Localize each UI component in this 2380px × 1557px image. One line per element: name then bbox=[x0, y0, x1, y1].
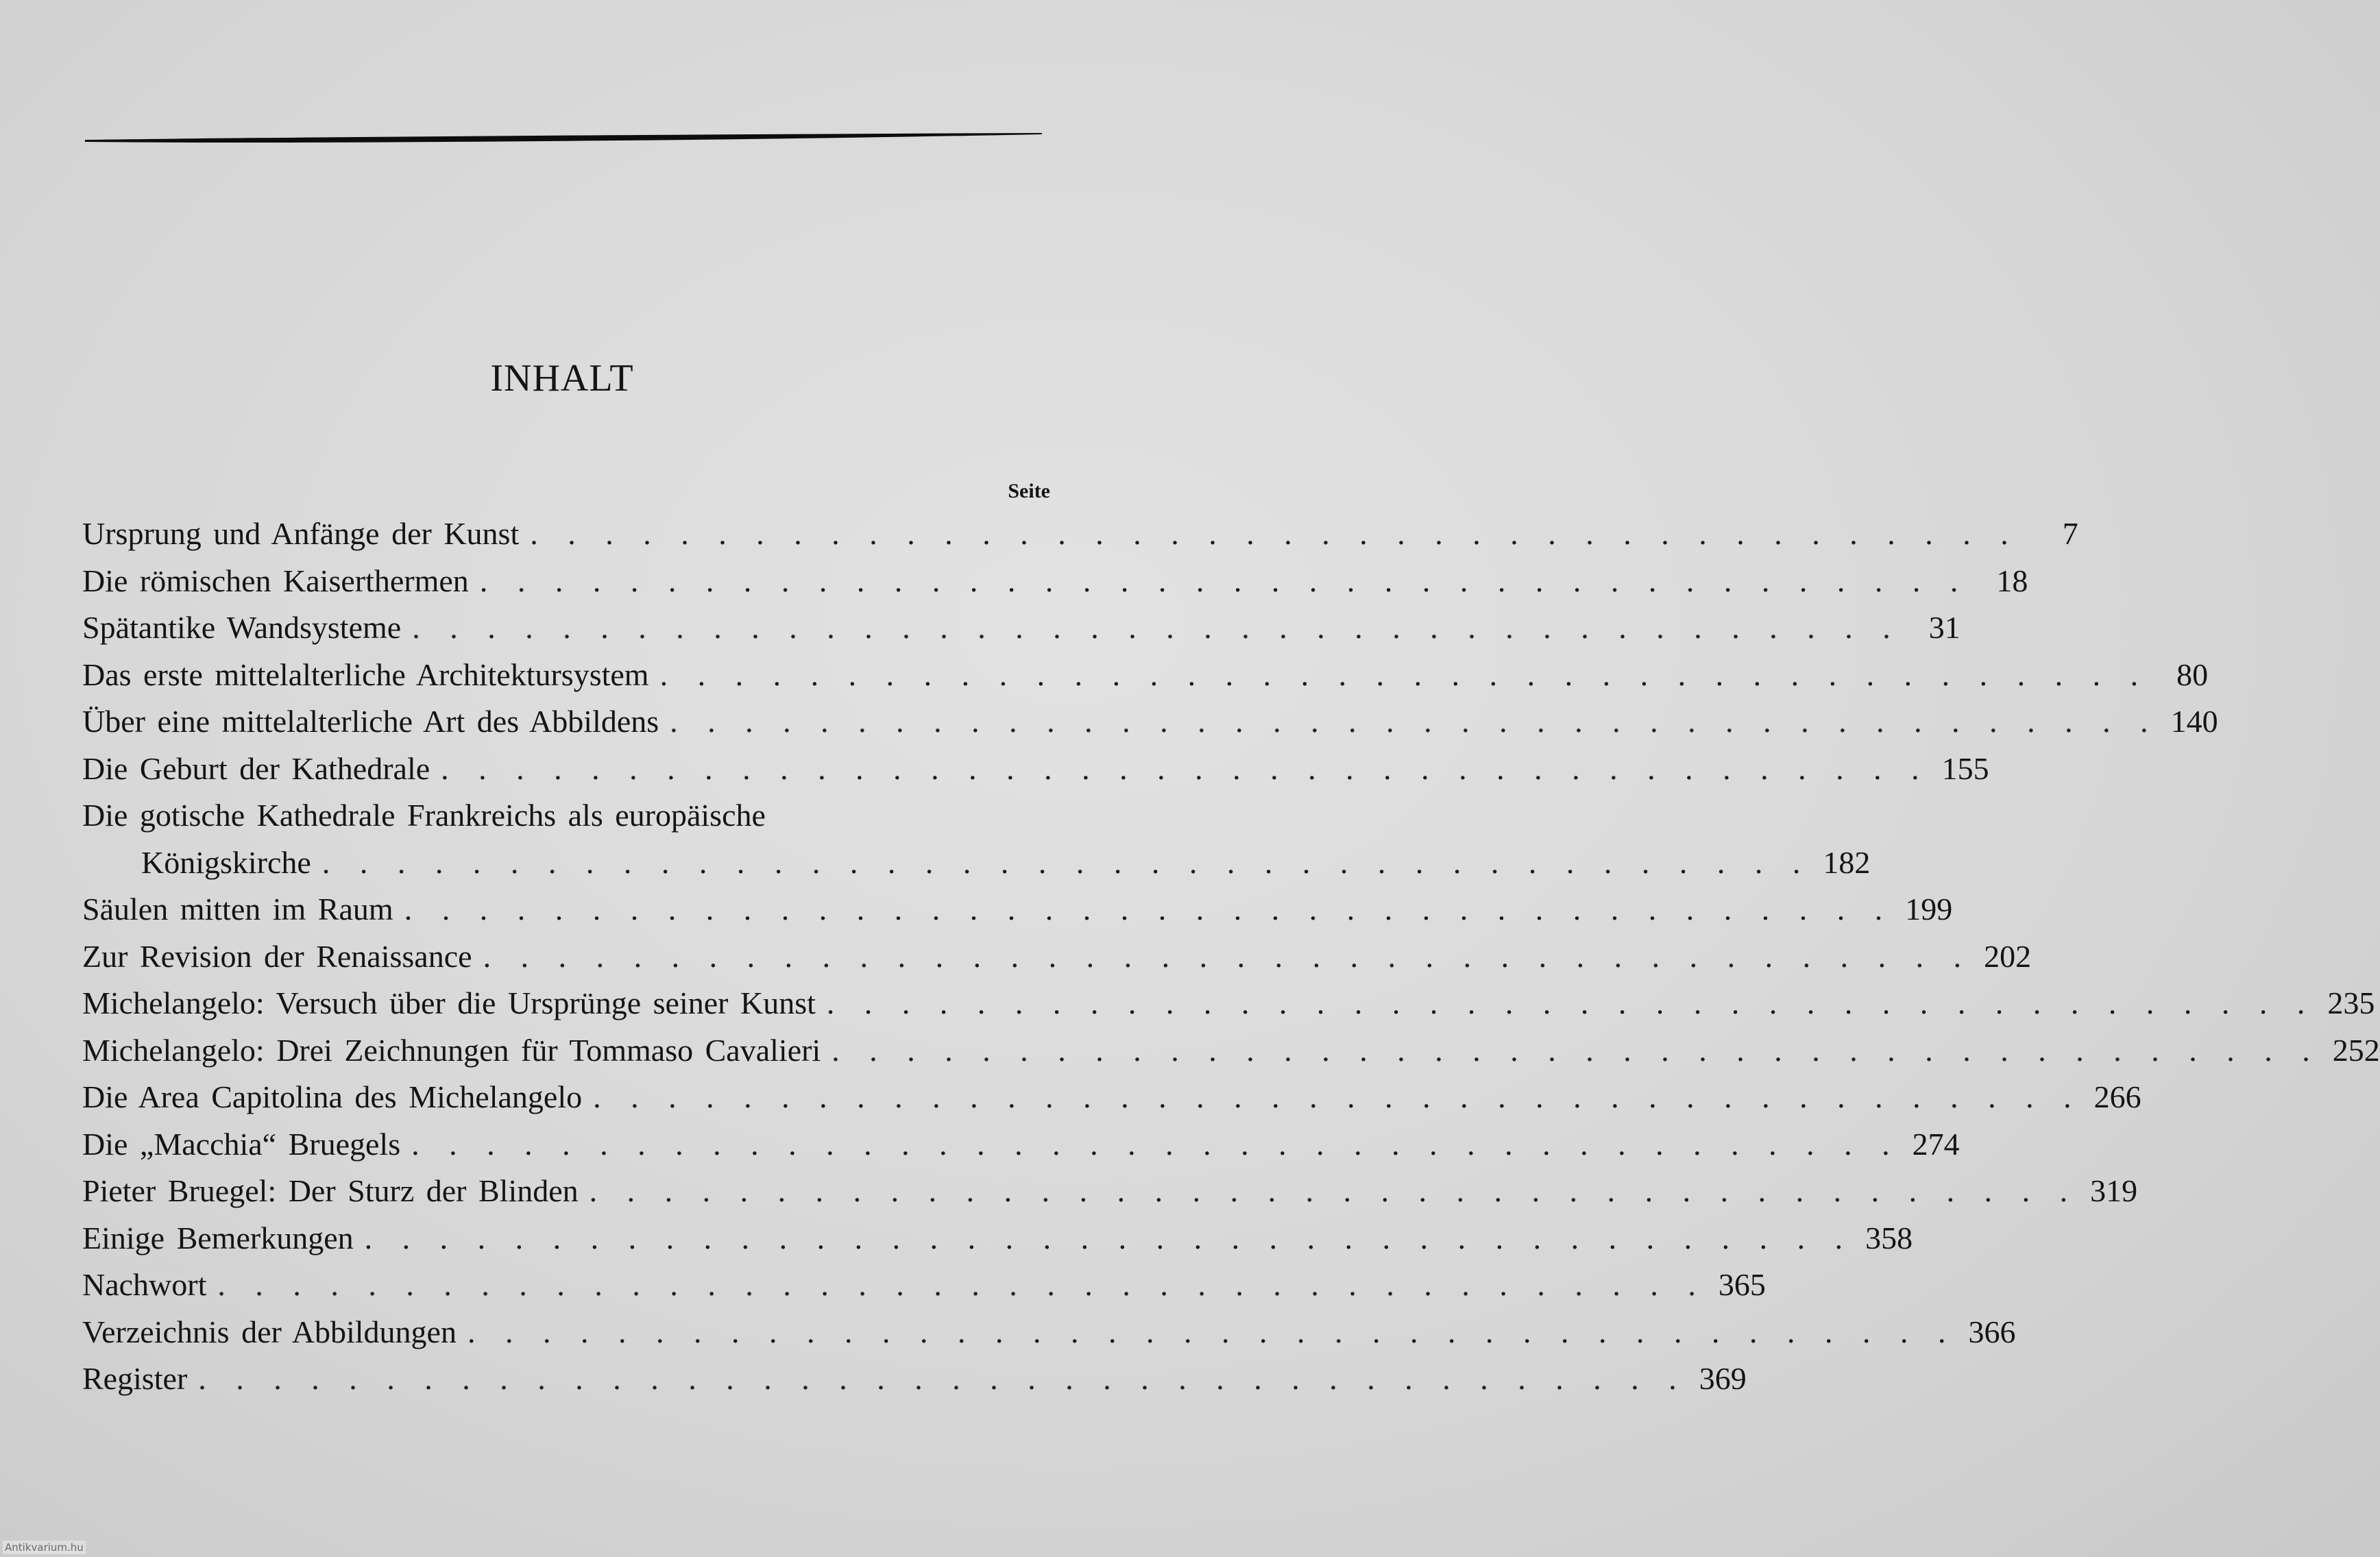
toc-entry-page: 365 bbox=[1718, 1267, 1766, 1302]
toc-leader-dots: . . . . . . . . . . . . . . . . . . . . . . . . . . . . . . . . . . . . . . . . bbox=[217, 1267, 1707, 1302]
toc-entry bbox=[82, 1220, 1913, 1267]
toc-entry-title: Das erste mittelalterliche Architektursystem bbox=[82, 657, 649, 692]
toc-entry-title: Die Geburt der Kathedrale bbox=[82, 750, 430, 786]
toc-entry-continued-heading bbox=[82, 797, 1050, 844]
toc-entry-title: Spätantike Wandsysteme bbox=[82, 610, 402, 645]
toc-entry bbox=[82, 1266, 1766, 1314]
toc-entry bbox=[82, 657, 2209, 704]
toc-entry-title: Michelangelo: Drei Zeichnungen für Tommaso Cavalieri bbox=[82, 1032, 821, 1068]
toc-entry-title: Register bbox=[82, 1361, 188, 1396]
toc-entry bbox=[82, 563, 2028, 610]
toc-leader-dots: . . . . . . . . . . . . . . . . . . . . . . . . . . . . . . . . . . . . . . . . bbox=[826, 985, 2316, 1020]
toc-leader-dots: . . . . . . . . . . . . . . . . . . . . . . . . . . . . . . . . . . . . . . . . bbox=[198, 1361, 1688, 1396]
toc-entry-title: Königskirche bbox=[141, 844, 311, 880]
toc-leader-dots: . . . . . . . . . . . . . . . . . . . . . . . . . . . . . . . . . . . . . . . . bbox=[831, 1032, 2321, 1068]
toc-entry-page: 202 bbox=[1984, 938, 2032, 974]
toc-entry-page: 199 bbox=[1905, 892, 1953, 927]
toc-entry bbox=[82, 609, 1960, 657]
toc-entry-title: Pieter Bruegel: Der Sturz der Blinden bbox=[82, 1173, 579, 1208]
toc-leader-dots: . . . . . . . . . . . . . . . . . . . . . . . . . . . . . . . . . . . . . . . . bbox=[670, 704, 2159, 739]
toc-entry-title: Säulen mitten im Raum bbox=[82, 892, 393, 927]
toc-entry bbox=[82, 1360, 1747, 1408]
toc-leader-dots: . . . . . . . . . . . . . . . . . . . . . . . . . . . . . . . . . . . . . . . . bbox=[659, 657, 2150, 692]
toc-entry bbox=[82, 1079, 2141, 1126]
toc-entry bbox=[82, 1126, 1960, 1173]
toc-entry bbox=[82, 985, 2375, 1032]
toc-entry-page: 155 bbox=[1941, 750, 1989, 786]
toc-entry-page: 235 bbox=[2327, 985, 2375, 1020]
toc-entry-page: 80 bbox=[2176, 657, 2209, 692]
decorative-rule bbox=[85, 130, 1042, 147]
toc-entry bbox=[82, 844, 1871, 892]
toc-entry-page: 252 bbox=[2332, 1032, 2380, 1068]
table-of-contents bbox=[82, 515, 2380, 1408]
toc-entry-page: 266 bbox=[2093, 1079, 2141, 1114]
toc-leader-dots: . . . . . . . . . . . . . . . . . . . . . . . . . . . . . . . . . . . . . . . . bbox=[530, 516, 2019, 551]
toc-entry bbox=[82, 1173, 2138, 1220]
toc-entry-page: 140 bbox=[2170, 704, 2218, 739]
toc-leader-dots: . . . . . . . . . . . . . . . . . . . . . . . . . . . . . . . . . . . . . . . . bbox=[404, 892, 1894, 927]
toc-entry-title: Ursprung und Anfänge der Kunst bbox=[82, 516, 520, 551]
toc-entry-page: 182 bbox=[1823, 844, 1871, 880]
toc-entry-title: Über eine mittelalterliche Art des Abbildens bbox=[82, 704, 659, 739]
toc-entry bbox=[82, 1314, 2016, 1361]
toc-entry-title: Nachwort bbox=[82, 1267, 207, 1302]
toc-entry-page: 369 bbox=[1699, 1361, 1747, 1396]
toc-leader-dots: . . . . . . . . . . . . . . . . . . . . . . . . . . . . . . . . . . . . . . . . bbox=[593, 1079, 2082, 1114]
toc-entry-title: Zur Revision der Renaissance bbox=[82, 938, 472, 974]
toc-entry-page: 319 bbox=[2090, 1173, 2138, 1208]
toc-entry bbox=[82, 703, 2218, 750]
toc-leader-dots: . . . . . . . . . . . . . . . . . . . . . . . . . . . . . . . . . . . . . . . . bbox=[467, 1314, 1957, 1349]
toc-leader-dots: . . . . . . . . . . . . . . . . . . . . . . . . . . . . . . . . . . . . . . . . bbox=[483, 938, 1973, 974]
toc-entry-page: 366 bbox=[1968, 1314, 2016, 1349]
toc-entry-page: 31 bbox=[1928, 610, 1960, 645]
page-title: INHALT bbox=[490, 357, 634, 400]
toc-leader-dots: . . . . . . . . . . . . . . . . . . . . . . . . . . . . . . . . . . . . . . . . bbox=[589, 1173, 2079, 1208]
toc-entry-page: 7 bbox=[2062, 516, 2078, 551]
toc-entry-title: Verzeichnis der Abbildungen bbox=[82, 1314, 457, 1349]
toc-entry bbox=[82, 938, 2032, 985]
toc-leader-dots: . . . . . . . . . . . . . . . . . . . . . . . . . . . . . . . . . . . . . . . . bbox=[479, 563, 1969, 598]
toc-leader-dots: . . . . . . . . . . . . . . . . . . . . . . . . . . . . . . . . . . . . . . . . bbox=[321, 844, 1812, 880]
toc-entry-page: 18 bbox=[1996, 563, 2028, 598]
toc-leader-dots: . . . . . . . . . . . . . . . . . . . . . . . . . . . . . . . . . . . . . . . . bbox=[441, 750, 1930, 786]
toc-entry-page: 274 bbox=[1912, 1126, 1960, 1162]
toc-entry-title: Die Area Capitolina des Michelangelo bbox=[82, 1079, 583, 1114]
toc-leader-dots: . . . . . . . . . . . . . . . . . . . . . . . . . . . . . . . . . . . . . . . . bbox=[412, 610, 1902, 645]
toc-entry bbox=[82, 1032, 2380, 1079]
toc-entry bbox=[82, 891, 1953, 938]
toc-entry-title: Die „Macchia“ Bruegels bbox=[82, 1126, 401, 1162]
toc-leader-dots: . . . . . . . . . . . . . . . . . . . . . . . . . . . . . . . . . . . . . . . . bbox=[364, 1220, 1854, 1255]
toc-entry-title: Die gotische Kathedrale Frankreichs als europäische bbox=[82, 798, 766, 833]
toc-entry-page: 358 bbox=[1865, 1220, 1913, 1255]
page-column-label: Seite bbox=[1008, 480, 1050, 502]
toc-entry bbox=[82, 750, 1989, 798]
toc-entry-title: Michelangelo: Versuch über die Ursprünge seiner Kunst bbox=[82, 985, 816, 1020]
toc-entry bbox=[82, 515, 2078, 563]
toc-leader-dots: . . . . . . . . . . . . . . . . . . . . . . . . . . . . . . . . . . . . . . . . bbox=[411, 1126, 1901, 1162]
toc-entry-title: Die römischen Kaiserthermen bbox=[82, 563, 469, 598]
toc-entry-title: Einige Bemerkungen bbox=[82, 1220, 354, 1255]
watermark: Antikvarium.hu bbox=[3, 1541, 86, 1554]
